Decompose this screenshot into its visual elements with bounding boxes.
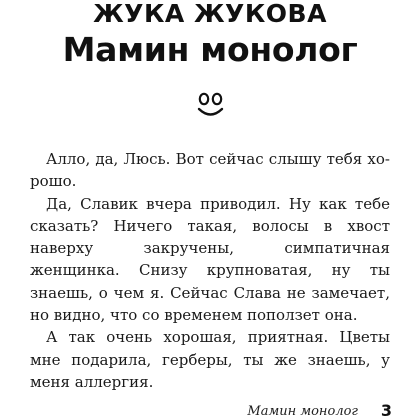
author-name: ЖУКА ЖУКОВА xyxy=(93,0,327,28)
paragraph: А так очень хорошая, приятная. Цветы мне подарила, герберы, ты же знаешь, у меня аллергия. xyxy=(30,328,390,391)
smiley-face-icon xyxy=(193,88,229,124)
body-text xyxy=(30,148,390,393)
page-number: 3 xyxy=(380,401,392,420)
chapter-title: Мамин монолог xyxy=(62,30,358,69)
running-head: Мамин монолог xyxy=(247,404,358,419)
page-footer xyxy=(0,403,420,420)
paragraph: Алло, да, Люсь. Вот сейчас слышу тебя хорошо. xyxy=(30,150,390,191)
paragraph: Да, Славик вчера приводил. Ну как тебе сказать? Ничего такая, волосы в хвост наверху закручены, симпатичная женщинка. Снизу крупноватая, ну ты знаешь, о чем я. Сейчас Слава не замечает, но видно, что со временем поползет она. xyxy=(30,194,390,325)
